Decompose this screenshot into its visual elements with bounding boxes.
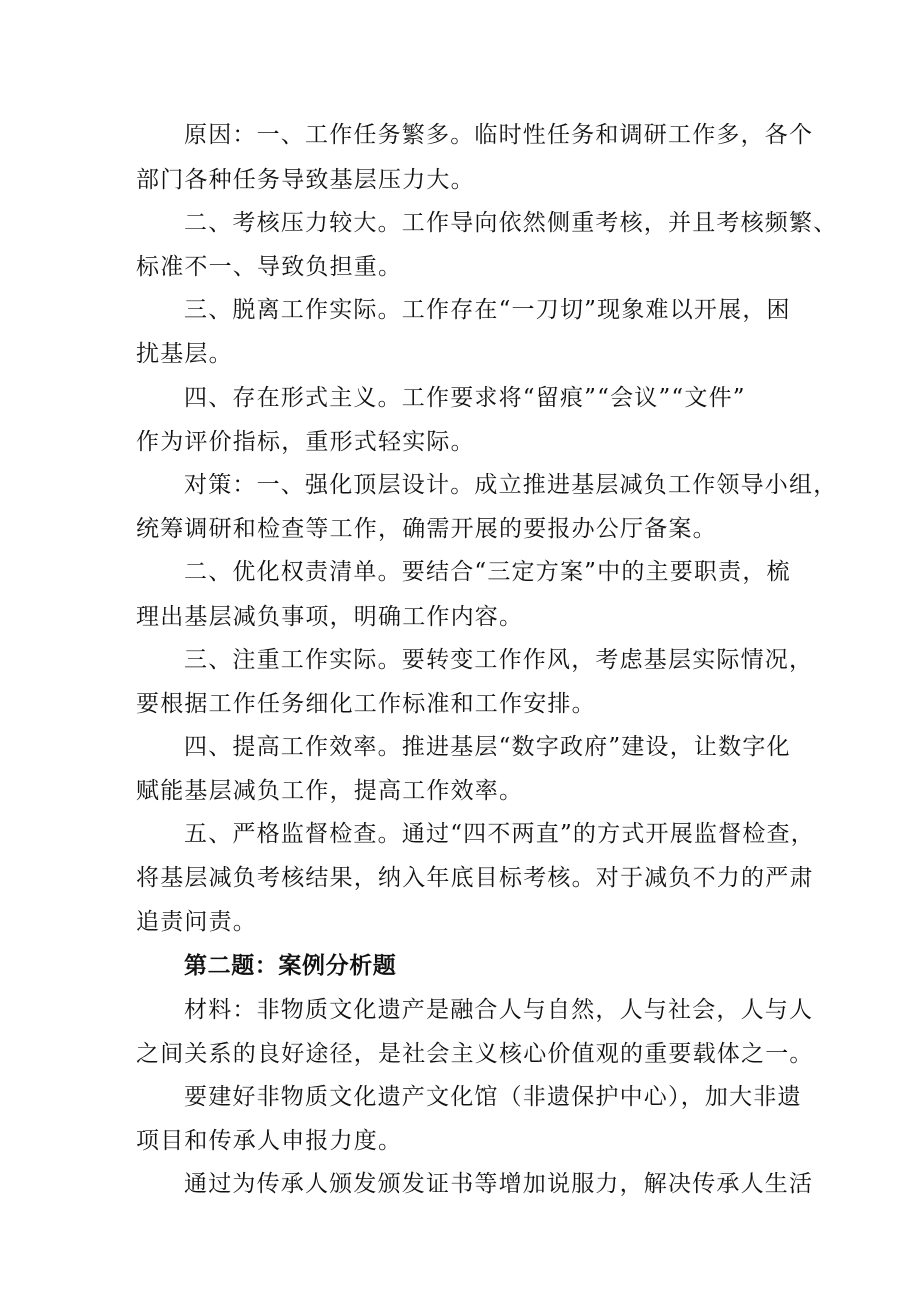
text-line: 原因：一、工作任务繁多。临时性任务和调研工作多，各个 (184, 122, 814, 148)
text-line: 扰基层。 (136, 341, 233, 367)
text-line: 之间关系的良好途径，是社会主义核心价值观的重要载体之一。 (136, 1041, 814, 1067)
text-line: 二、考核压力较大。工作导向依然侧重考核，并且考核频繁、 (184, 210, 838, 236)
text-line: 二、优化权责清单。要结合“三定方案”中的主要职责，梳 (184, 559, 791, 585)
text-line: 四、存在形式主义。工作要求将“留痕”“会议”“文件” (184, 385, 746, 411)
text-line: 作为评价指标，重形式轻实际。 (136, 429, 475, 455)
text-line: 要建好非物质文化遗产文化馆（非遗保护中心），加大非遗 (184, 1084, 802, 1110)
text-line: 标准不一、导致负担重。 (136, 254, 403, 280)
text-line: 将基层减负考核结果，纳入年底目标考核。对于减负不力的严肃 (136, 865, 814, 891)
text-line: 要根据工作任务细化工作标准和工作安排。 (136, 691, 596, 717)
text-line: 材料：非物质文化遗产是融合人与自然，人与社会，人与人 (184, 997, 814, 1023)
text-line: 赋能基层减负工作，提高工作效率。 (136, 778, 524, 804)
text-line: 统筹调研和检查等工作，确需开展的要报办公厅备案。 (136, 516, 717, 542)
text-line: 三、脱离工作实际。工作存在“一刀切”现象难以开展，困 (184, 297, 791, 323)
heading-text: 第二题：案例分析题 (184, 953, 397, 979)
text-line: 项目和传承人申报力度。 (136, 1128, 403, 1154)
text-line: 理出基层减负事项，明确工作内容。 (136, 604, 524, 630)
text-line: 四、提高工作效率。推进基层“数字政府”建设，让数字化 (184, 734, 791, 760)
text-line: 对策：一、强化顶层设计。成立推进基层减负工作领导小组， (184, 472, 838, 498)
text-line: 通过为传承人颁发颁发证书等增加说服力，解决传承人生活 (184, 1171, 814, 1197)
text-line: 部门各种任务导致基层压力大。 (136, 167, 475, 193)
text-line: 五、严格监督检查。通过“四不两直”的方式开展监督检查， (184, 821, 815, 847)
text-line: 三、注重工作实际。要转变工作作风，考虑基层实际情况， (184, 647, 814, 673)
text-line: 追责问责。 (136, 909, 257, 935)
